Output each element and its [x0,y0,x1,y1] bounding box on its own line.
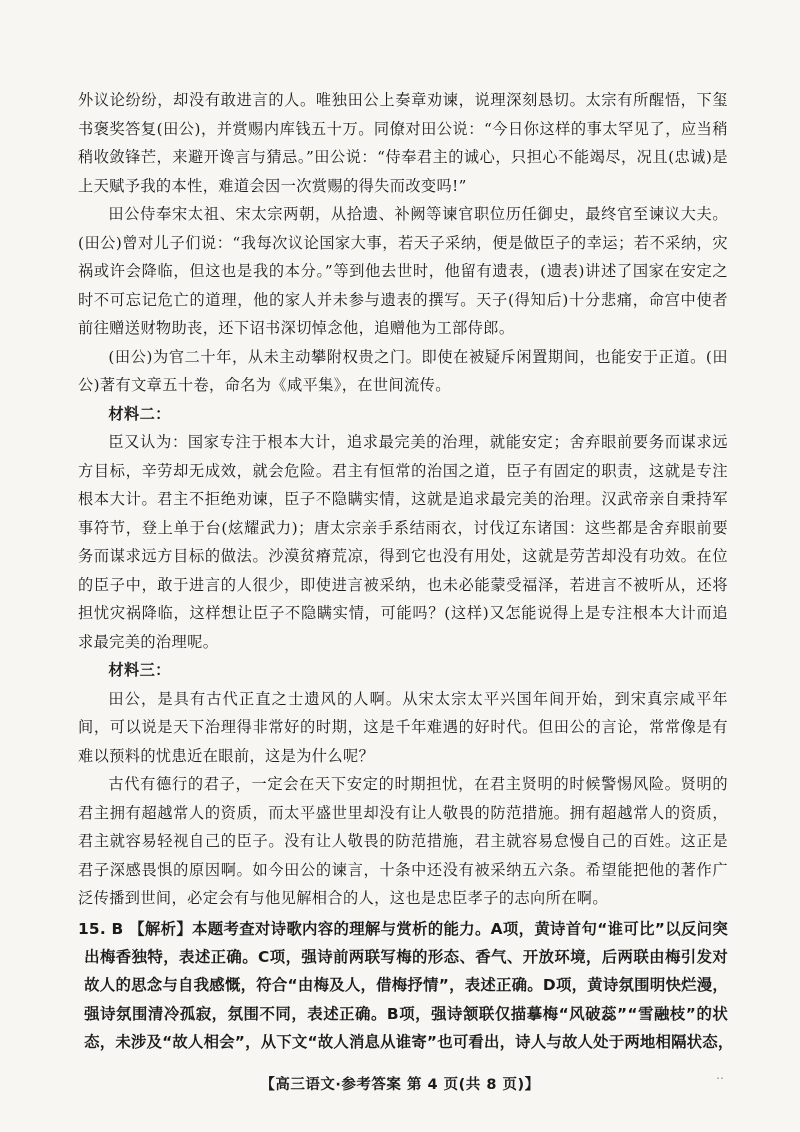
answer-line: 15. B 【解析】本题考查对诗歌内容的理解与赏析的能力。A项，黄诗首句“谁可比”以反问突 [78,919,728,938]
answer-line: 强诗氛围清冷孤寂，氛围不同，表述正确。B项，强诗颔联仅描摹梅“风破蕊”“雪融枝”的状 [84,1004,728,1023]
answer-line: 出梅香独特，表述正确。C项，强诗前两联写梅的形态、香气、开放环境，后两联由梅引发对 [84,947,728,966]
material1-paragraph-3: (田公)为官二十年，从未主动攀附权贵之门。即使在被疑斥闲置期间，也能安于正道。(田公)著有文章五十卷，命名为《咸平集》，在世间流传。 [78,347,728,394]
material3-heading: 材料三： [108,661,171,679]
material3-paragraph-1: 田公，是具有古代正直之士遗风的人啊。从宋太宗太平兴国年间开始，到宋真宗咸平年间，可以说是天下治理得非常好的时期，这是千年难遇的好时代。但田公的言论，常常像是有难以预料的忧患近在眼前，这是为什么呢？ [78,689,728,765]
answer-line: 故人的思念与自我感慨，符合“由梅及人，借梅抒情”，表述正确。D项，黄诗氛围明快烂漫， [84,976,728,995]
material2-heading: 材料二： [108,404,171,423]
page-footer: 【高三语文·参考答案 第 4 页(共 8 页)】 [260,1077,540,1093]
answer-15 [78,915,734,1057]
material1-paragraph-2: 田公侍奉宋太祖、宋太宗两朝，从拾遗、补阙等谏官职位历任御史，最终官至谏议大夫。(田公)曾对儿子们说：“我每次议论国家大事，若天子采纳，便是做臣子的幸运；若不采纳，灾祸或许会降临，但这也是我的本分。”等到他去世时，他留有遗表，(遗表)讲述了国家在安定之时不可忘记危亡的道理，他的家人并未参与遗表的撰写。天子(得知后)十分悲痛，命宫中使者前往赠送财物助丧，还下诏书深切悼念他，追赠他为工部侍郎。 [78,205,728,337]
material2-paragraph-1: 臣又认为：国家专注于根本大计，追求最完美的治理，就能安定；舍弃眼前要务而谋求远方目标，辛劳却无成效，就会危险。君主有恒常的治国之道，臣子有固定的职责，这就是专注根本大计。君主不拒绝劝谏，臣子不隐瞒实情，这就是追求最完美的治理。汉武帝亲自秉持军事符节，登上单于台(炫耀武力)；唐太宗亲手系结雨衣，讨伐辽东诸国：这些都是舍弃眼前要务而谋求远方目标的做法。沙漠贫瘠荒凉，得到它也没有用处，这就是劳苦却没有功效。在位的臣子中，敢于进言的人很少，即使进言被采纳，也未必能蒙受福泽，若进言不被听从，还将担忧灾祸降临，这样想让臣子不隐瞒实情，可能吗？(这样)又怎能说得上是专注根本大计而追求最完美的治理呢。 [78,433,728,651]
material3-paragraph-2: 古代有德行的君子，一定会在天下安定的时期担忧，在君主贤明的时候警惕风险。贤明的君主拥有超越常人的资质，而太平盛世里却没有让人敬畏的防范措施。拥有超越常人的资质，君主就容易轻视自己的臣子。没有让人敬畏的防范措施，君主就容易怠慢自己的百姓。这正是君子深感畏惧的原因啊。如今田公的谏言，十条中还没有被采纳五六条。希望能把他的著作广泛传播到世间，必定会有与他见解相合的人，这也是忠臣孝子的志向所在啊。 [78,775,728,907]
answer-line: 态，未涉及“故人相会”，从下文“故人消息从谁寄”也可看出，诗人与故人处于两地相隔状态， [84,1033,734,1052]
material1-paragraph-1: 外议论纷纷，却没有敢进言的人。唯独田公上奏章劝谏，说理深刻恳切。太宗有所醒悟，下玺书褒奖答复(田公)，并赏赐内库钱五十万。同僚对田公说：“今日你这样的事太罕见了，应当稍稍收敛锋芒，来避开谗言与猜忌。”田公说：“侍奉君主的诚心，只担心不能竭尽，况且(忠诚)是上天赋予我的本性，难道会因一次赏赐的得失而改变吗!” [78,91,728,195]
corner-mark: ‥ [716,1068,725,1082]
document-body [78,86,734,1057]
